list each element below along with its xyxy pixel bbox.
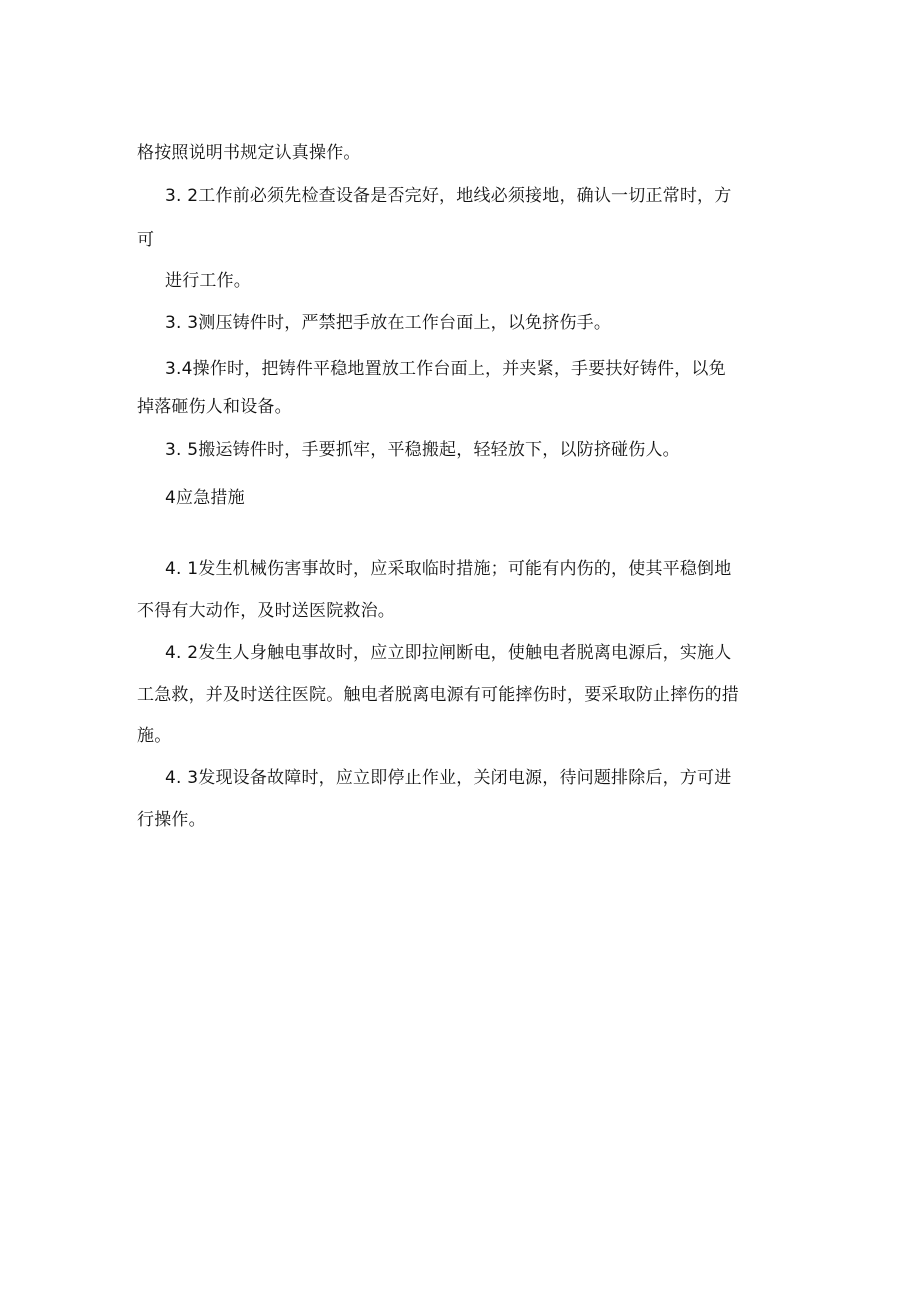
text-line: 可 <box>137 230 155 250</box>
text-line: 3. 5搬运铸件时，手要抓牢，平稳搬起，轻轻放下，以防挤碰伤人。 <box>165 440 680 460</box>
text-line: 掉落砸伤人和设备。 <box>137 397 292 417</box>
text-line: 行操作。 <box>137 810 206 830</box>
text-line: 格按照说明书规定认真操作。 <box>137 143 361 163</box>
text-line: 4. 3发现设备故障时，应立即停止作业，关闭电源，待问题排除后，方可进 <box>165 768 732 788</box>
text-line: 4. 2发生人身触电事故时，应立即拉闸断电，使触电者脱离电源后，实施人 <box>165 643 732 663</box>
text-line: 3. 3测压铸件时，严禁把手放在工作台面上，以免挤伤手。 <box>165 313 612 333</box>
section-heading: 4应急措施 <box>165 488 245 508</box>
text-line: 施。 <box>137 726 172 746</box>
text-line: 进行工作。 <box>165 271 251 291</box>
text-line: 3. 2工作前必须先检查设备是否完好，地线必须接地，确认一切正常时，方 <box>165 186 732 206</box>
text-line: 3.4操作时，把铸件平稳地置放工作台面上，并夹紧，手要扶好铸件，以免 <box>165 359 726 379</box>
text-line: 4. 1发生机械伤害事故时，应采取临时措施；可能有内伤的，使其平稳倒地 <box>165 559 732 579</box>
text-line: 工急救，并及时送往医院。触电者脱离电源有可能摔伤时，要采取防止摔伤的措 <box>137 685 739 705</box>
text-line: 不得有大动作，及时送医院救治。 <box>137 601 395 621</box>
